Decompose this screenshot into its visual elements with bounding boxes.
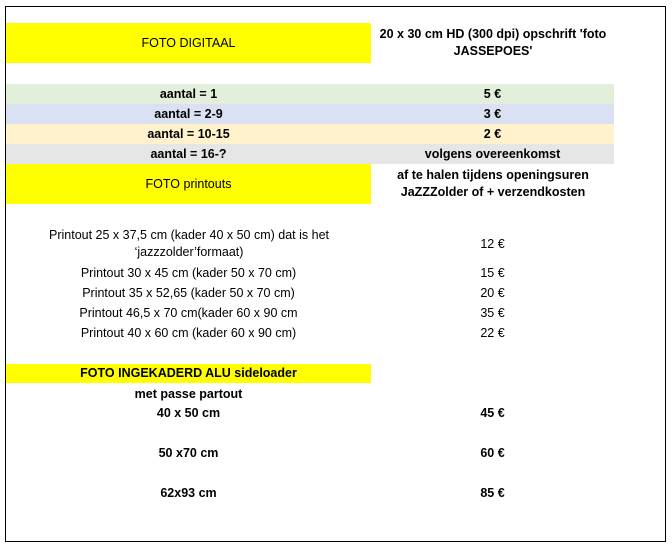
alu-size: 50 x70 cm [158,445,219,460]
printouts-title: FOTO printouts [6,164,371,204]
tier-price: volgens overeenkomst [371,144,614,164]
printout-price: 22 € [480,325,505,340]
printout-price: 20 € [480,285,505,300]
alu-title: FOTO INGEKADERD ALU sideloader [6,364,371,383]
digital-description: 20 x 30 cm HD (300 dpi) opschrift 'foto JASSEPOES' [379,27,607,58]
alu-subtitle: met passe partout [134,386,243,401]
alu-price: 85 € [480,485,505,500]
printout-price: 12 € [480,236,505,251]
tier-qty: aantal = 1 [6,84,371,104]
printout-price: 35 € [480,305,505,320]
printout-name: Printout 25 x 37,5 cm (kader 40 x 50 cm) dat is het ‘jazzzolder’formaat) [49,228,329,259]
printouts-note: af te halen tijdens openingsuren JaZZZolder of + verzendkosten [397,168,589,199]
tier-price: 3 € [371,104,614,124]
tier-price: 5 € [371,84,614,104]
digital-title: FOTO DIGITAAL [6,23,371,63]
printout-name: Printout 30 x 45 cm (kader 50 x 70 cm) [80,265,297,280]
tier-qty: aantal = 2-9 [6,104,371,124]
printout-price: 15 € [480,265,505,280]
printout-name: Printout 40 x 60 cm (kader 60 x 90 cm) [80,325,297,340]
alu-size: 62x93 cm [160,485,217,500]
printout-name: Printout 35 x 52,65 (kader 50 x 70 cm) [82,285,295,300]
alu-price: 45 € [480,405,505,420]
tier-price: 2 € [371,124,614,144]
alu-size: 40 x 50 cm [156,405,221,420]
tier-qty: aantal = 16-? [6,144,371,164]
alu-price: 60 € [480,445,505,460]
printout-name: Printout 46,5 x 70 cm(kader 60 x 90 cm [79,305,298,320]
tier-qty: aantal = 10-15 [6,124,371,144]
